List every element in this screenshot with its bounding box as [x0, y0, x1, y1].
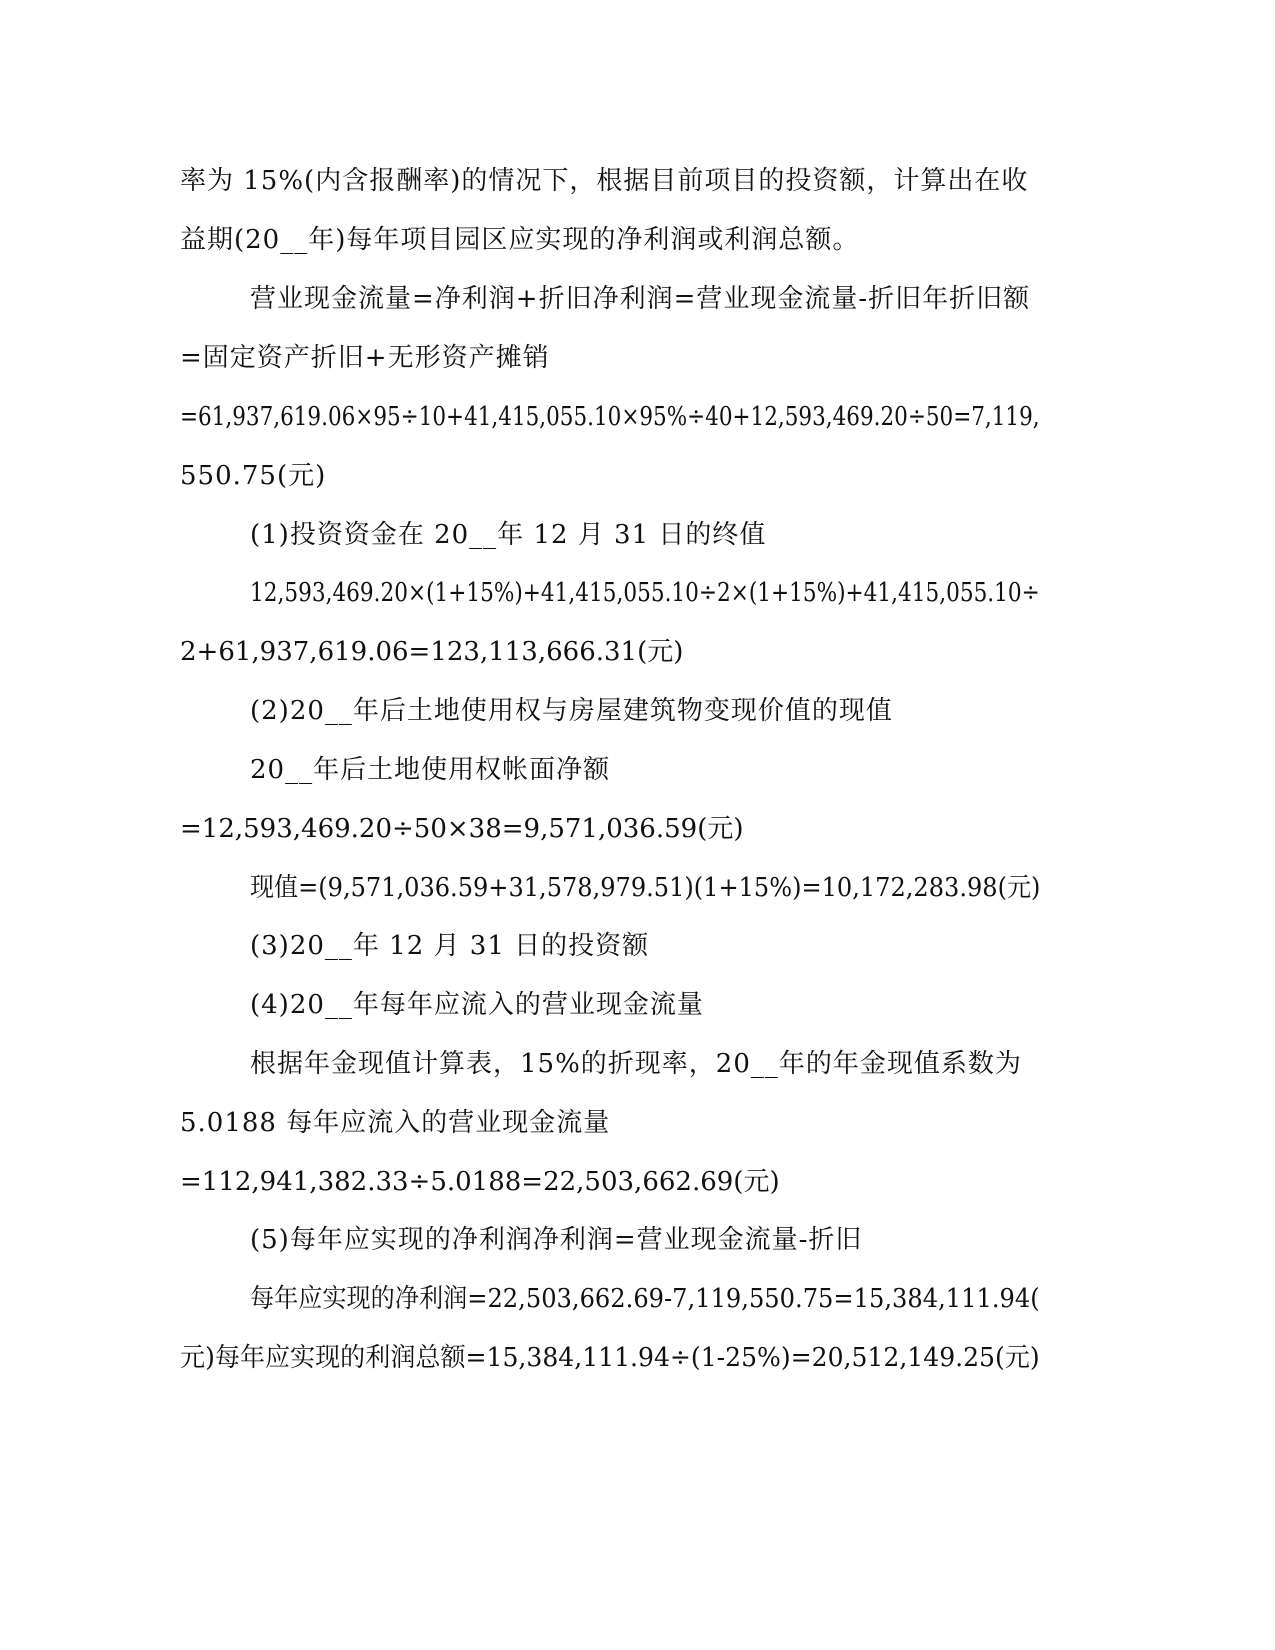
formula-line: 元)每年应实现的利润总额=15,384,111.94÷(1-25%)=20,512,149.25(元) — [180, 1343, 1040, 1373]
formula-line: 12,593,469.20×(1+15%)+41,415,055.10÷2×(1+15%)+41,415,055.10÷ — [250, 578, 1040, 608]
text-line: 益期(20__年)每年项目园区应实现的净利润或利润总额。 — [180, 225, 860, 255]
formula-line: =12,593,469.20÷50×38=9,571,036.59(元) — [180, 814, 744, 844]
text-line: 率为 15%(内含报酬率)的情况下，根据目前项目的投资额，计算出在收 — [180, 166, 1029, 196]
formula-line: 现值=(9,571,036.59+31,578,979.51)(1+15%)=10,172,283.98(元) — [250, 873, 1041, 903]
section-heading: (2)20__年后土地使用权与房屋建筑物变现价值的现值 — [250, 696, 893, 726]
section-heading: (5)每年应实现的净利润净利润=营业现金流量-折旧 — [250, 1225, 863, 1255]
text-line: 20__年后土地使用权帐面净额 — [250, 755, 611, 785]
section-heading: (4)20__年每年应流入的营业现金流量 — [250, 990, 704, 1020]
formula-line: =112,941,382.33÷5.0188=22,503,662.69(元) — [180, 1167, 780, 1197]
text-line: 5.0188 每年应流入的营业现金流量 — [180, 1108, 611, 1138]
formula-line: 每年应实现的净利润=22,503,662.69-7,119,550.75=15,384,111.94( — [250, 1284, 1040, 1314]
section-heading: (1)投资资金在 20__年 12 月 31 日的终值 — [250, 520, 767, 550]
text-line: =固定资产折旧+无形资产摊销 — [180, 343, 550, 373]
formula-line: 2+61,937,619.06=123,113,666.31(元) — [180, 637, 684, 667]
formula-line: =61,937,619.06×95÷10+41,415,055.10×95%÷40+12,593,469.20÷50=7,119, — [180, 402, 1040, 432]
section-heading: (3)20__年 12 月 31 日的投资额 — [250, 931, 650, 961]
text-line: 营业现金流量=净利润+折旧净利润=营业现金流量-折旧年折旧额 — [250, 284, 1031, 314]
text-line: 550.75(元) — [180, 461, 327, 491]
text-line: 根据年金现值计算表，15%的折现率，20__年的年金现值系数为 — [250, 1049, 1022, 1079]
